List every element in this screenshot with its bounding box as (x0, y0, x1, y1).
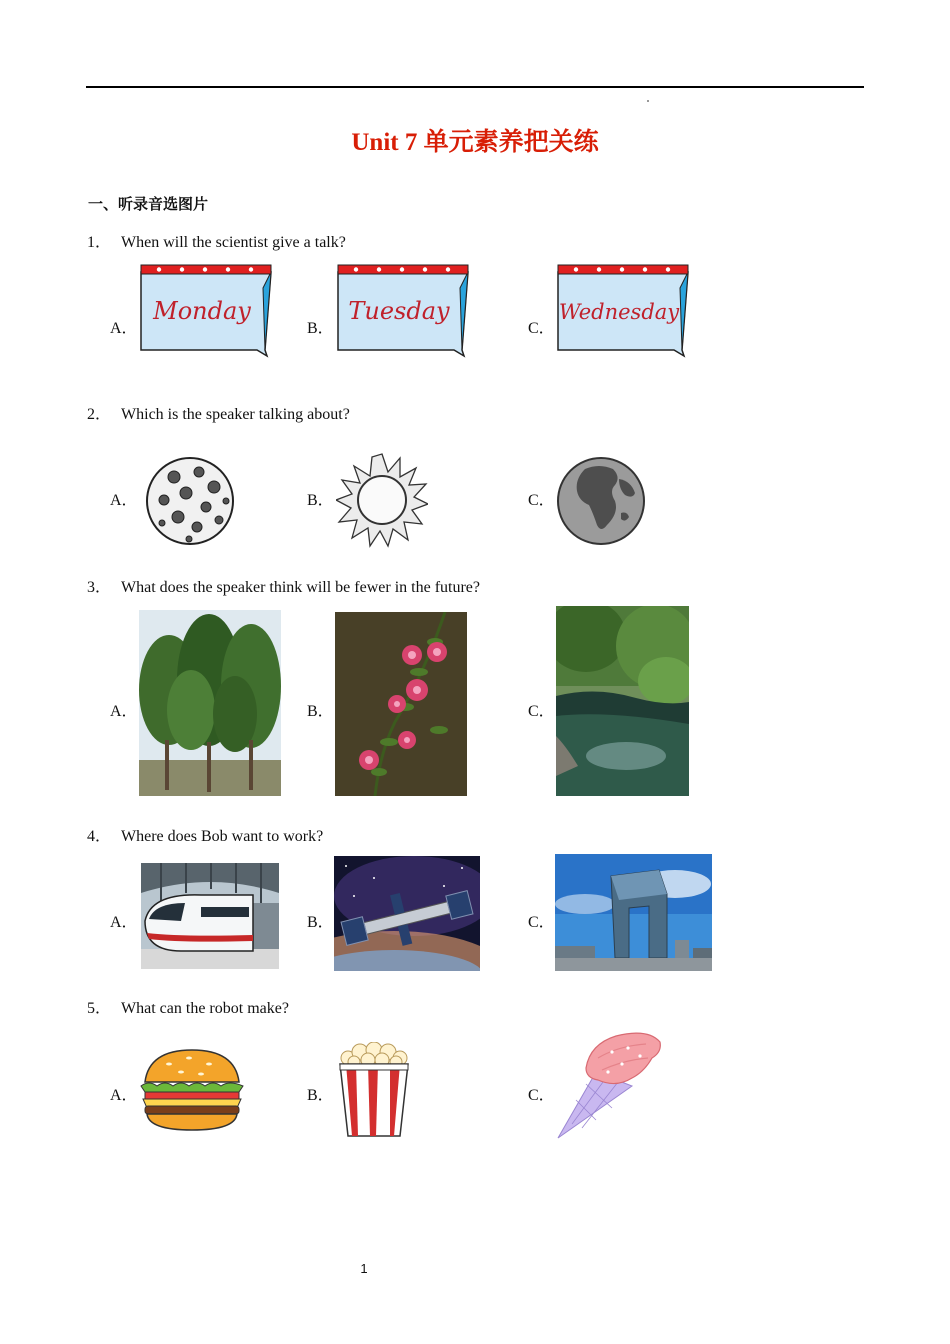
question-text: What does the speaker think will be fewer in the future? (121, 579, 480, 596)
earth-picture[interactable] (555, 455, 647, 547)
calendar-day-text: Wednesday (558, 300, 680, 324)
trees-picture[interactable] (139, 610, 281, 796)
option-label[interactable]: A． (110, 492, 138, 509)
option-label[interactable]: C． (528, 492, 555, 509)
question-3 (87, 574, 480, 597)
option-label[interactable]: C． (528, 703, 555, 720)
train-station-picture[interactable] (141, 863, 279, 969)
city-building-picture[interactable] (555, 854, 712, 971)
flowers-picture[interactable] (335, 612, 467, 796)
hamburger-picture[interactable] (139, 1048, 245, 1132)
calendar-day-text: Tuesday (348, 297, 450, 325)
river-picture[interactable] (556, 606, 689, 796)
calendar-monday-picture[interactable] (139, 262, 275, 360)
moon-picture[interactable] (144, 455, 236, 547)
question-number: 1． (87, 234, 112, 251)
option-label[interactable]: C． (528, 914, 555, 931)
header-rule (86, 86, 864, 88)
section-heading: 一、听录音选图片 (88, 195, 209, 213)
question-text: When will the scientist give a talk? (121, 234, 346, 251)
option-label[interactable]: B． (307, 492, 334, 509)
question-5 (87, 995, 289, 1018)
option-label[interactable]: C． (528, 320, 555, 337)
question-4 (87, 823, 323, 846)
calendar-wednesday-picture[interactable] (556, 262, 692, 360)
sun-picture[interactable] (336, 452, 428, 548)
option-label[interactable]: B． (307, 914, 334, 931)
option-label[interactable]: A． (110, 1087, 138, 1104)
page-title: Unit 7 单元素养把关练 (351, 129, 599, 156)
header-dot (647, 100, 649, 102)
calendar-tuesday-picture[interactable] (336, 262, 472, 360)
question-text: Where does Bob want to work? (121, 828, 324, 845)
option-label[interactable]: C． (528, 1087, 555, 1104)
calendar-day-text: Monday (153, 297, 251, 325)
space-station-picture[interactable] (334, 856, 480, 971)
page-number: 1 (360, 1261, 368, 1276)
option-label[interactable]: A． (110, 703, 138, 720)
question-number: 5． (87, 1000, 112, 1017)
option-label[interactable]: B． (307, 1087, 334, 1104)
ice-cream-picture[interactable] (556, 1028, 664, 1140)
question-number: 2． (87, 406, 112, 423)
option-label[interactable]: B． (307, 320, 334, 337)
option-label[interactable]: A． (110, 914, 138, 931)
question-1 (87, 229, 346, 252)
question-text: What can the robot make? (121, 1000, 289, 1017)
popcorn-picture[interactable] (338, 1042, 410, 1138)
option-label[interactable]: B． (307, 703, 334, 720)
question-text: Which is the speaker talking about? (121, 406, 350, 423)
option-label[interactable]: A． (110, 320, 138, 337)
question-number: 3． (87, 579, 112, 596)
question-2 (87, 401, 350, 424)
question-number: 4． (87, 828, 112, 845)
